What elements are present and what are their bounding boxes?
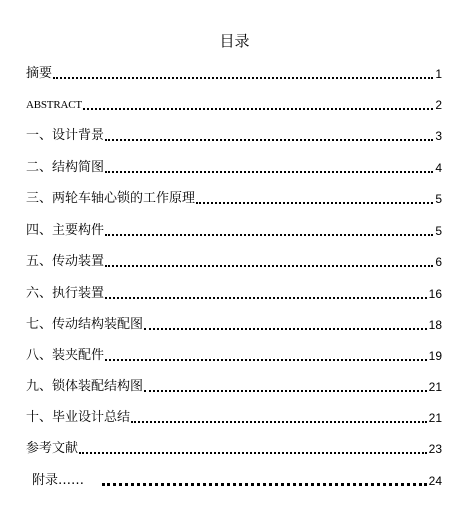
toc-page-number: 21 [428, 411, 442, 425]
toc-entry-abstract-en[interactable] [26, 94, 442, 114]
toc-entry-label: 参考文献 [26, 441, 79, 456]
toc-page-number: 21 [428, 380, 442, 394]
toc-entry-abstract-cn[interactable] [26, 63, 442, 83]
toc-entry-lock-assembly[interactable] [26, 376, 442, 396]
toc-entry-label: 摘要 [26, 66, 53, 81]
toc-entry-structure-diagram[interactable] [26, 157, 442, 177]
toc-title: 目录 [219, 32, 250, 50]
toc-entry-transmission[interactable] [26, 251, 442, 271]
toc-entry-label: 附录…… [32, 473, 85, 488]
toc-page-number: 3 [435, 129, 442, 143]
toc-entry-label: 七、传动结构装配图 [26, 317, 144, 332]
toc-entry-label: 九、锁体装配结构图 [26, 379, 144, 394]
dot-leader [105, 139, 433, 141]
toc-entry-actuator[interactable] [26, 283, 442, 303]
dot-leader [105, 234, 433, 236]
toc-entry-label: 六、执行装置 [26, 286, 105, 301]
toc-entry-label: 一、设计背景 [26, 128, 105, 143]
toc-page-number: 2 [435, 98, 442, 112]
toc-page-number: 19 [428, 349, 442, 363]
toc-entry-clamping-parts[interactable] [26, 345, 442, 365]
toc-entry-working-principle[interactable] [26, 188, 442, 208]
toc-page-number: 16 [428, 287, 442, 301]
toc-entry-label: 四、主要构件 [26, 223, 105, 238]
toc-entry-label: 五、传动装置 [26, 254, 105, 269]
toc-page-number: 24 [428, 474, 442, 488]
dot-leader [105, 265, 433, 267]
toc-page-number: 4 [435, 161, 442, 175]
dot-leader [105, 359, 427, 361]
toc-page-number: 23 [428, 442, 442, 456]
toc-entry-label: 三、两轮车轴心锁的工作原理 [26, 191, 196, 206]
dot-leader [131, 421, 427, 423]
toc-entry-label: ABSTRACT [26, 99, 82, 111]
toc-entry-transmission-assembly[interactable] [26, 314, 442, 334]
toc-page-number: 5 [435, 192, 442, 206]
dot-leader [83, 108, 433, 110]
toc-entry-appendix[interactable] [32, 470, 442, 490]
toc-page-number: 5 [435, 224, 442, 238]
toc-entry-main-components[interactable] [26, 220, 442, 240]
dot-leader [53, 77, 433, 79]
dot-leader [79, 452, 427, 454]
dot-leader [102, 483, 427, 486]
dot-leader [144, 390, 427, 392]
dot-leader [196, 202, 433, 204]
toc-entry-summary[interactable] [26, 407, 442, 427]
toc-page-number: 18 [428, 318, 442, 332]
toc-page-number: 6 [435, 255, 442, 269]
toc-entry-label: 八、装夹配件 [26, 348, 105, 363]
dot-leader [144, 328, 427, 330]
toc-page-number: 1 [435, 67, 442, 81]
toc-entry-references[interactable] [26, 438, 442, 458]
toc-entry-label: 十、毕业设计总结 [26, 410, 131, 425]
dot-leader [105, 171, 433, 173]
toc-entry-design-background[interactable] [26, 125, 442, 145]
toc-entry-label: 二、结构简图 [26, 160, 105, 175]
dot-leader [105, 297, 427, 299]
